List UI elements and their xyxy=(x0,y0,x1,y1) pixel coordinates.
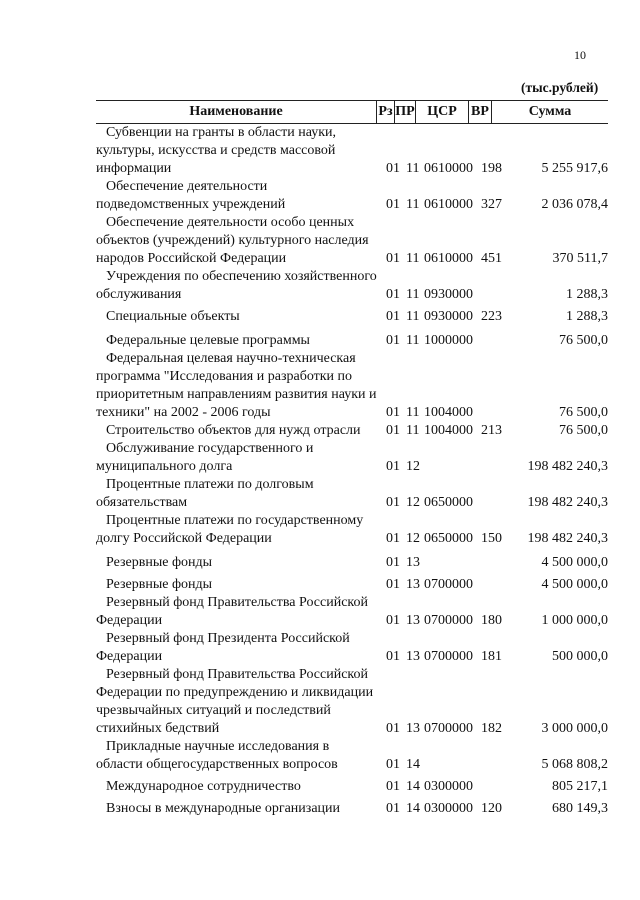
table-row xyxy=(96,268,608,304)
row-rz: 01 xyxy=(386,197,400,212)
row-name: Резервный фонд Правительства Российской Федерации по предупреждению и ликвидации чрезвычайных ситуаций и последствий стихийных бедствий xyxy=(96,667,374,736)
row-codes xyxy=(386,648,505,666)
row-vr: 181 xyxy=(481,649,502,664)
row-codes xyxy=(386,800,505,818)
page-number: 10 xyxy=(574,48,586,62)
table-row xyxy=(96,800,608,818)
table-body xyxy=(96,124,608,818)
row-rz: 01 xyxy=(386,405,400,420)
row-csr: 0700000 xyxy=(424,613,473,628)
table-row xyxy=(96,666,608,738)
row-pr: 13 xyxy=(406,577,420,592)
row-rz: 01 xyxy=(386,495,400,510)
row-name: Взносы в международные организации xyxy=(106,801,341,816)
units-label: (тыс.рублей) xyxy=(521,80,599,95)
row-codes xyxy=(386,458,505,476)
row-sum: 1 000 000,0 xyxy=(541,613,608,628)
table-row xyxy=(96,214,608,268)
row-sum: 4 500 000,0 xyxy=(541,555,608,570)
row-sum: 76 500,0 xyxy=(559,333,608,348)
row-codes xyxy=(386,332,505,350)
row-rz: 01 xyxy=(386,649,400,664)
row-pr: 11 xyxy=(406,405,420,420)
row-pr: 11 xyxy=(406,333,420,348)
row-codes xyxy=(386,720,505,738)
header-name: Наименование xyxy=(189,104,283,119)
table-row xyxy=(96,594,608,630)
row-codes xyxy=(386,530,505,548)
row-pr: 12 xyxy=(406,459,420,474)
row-rz: 01 xyxy=(386,721,400,736)
row-pr: 13 xyxy=(406,613,420,628)
header-sum: Сумма xyxy=(528,104,572,119)
row-rz: 01 xyxy=(386,577,400,592)
row-csr: 0650000 xyxy=(424,495,473,510)
row-csr: 0610000 xyxy=(424,251,473,266)
row-sum: 76 500,0 xyxy=(559,405,608,420)
table-row xyxy=(96,332,608,350)
row-pr: 11 xyxy=(406,309,420,324)
row-sum: 370 511,7 xyxy=(552,251,608,266)
header-pr: ПР xyxy=(395,104,415,119)
table-row xyxy=(96,350,608,422)
row-csr: 1000000 xyxy=(424,333,473,348)
table-row xyxy=(96,778,608,796)
row-vr: 451 xyxy=(481,251,502,266)
row-pr: 12 xyxy=(406,495,420,510)
header-vr: ВР xyxy=(471,104,489,119)
row-rz: 01 xyxy=(386,251,400,266)
row-name: Обеспечение деятельности подведомственных учреждений xyxy=(96,179,286,212)
row-pr: 13 xyxy=(406,555,420,570)
row-codes xyxy=(386,422,505,440)
row-sum: 1 288,3 xyxy=(566,309,608,324)
row-csr: 0700000 xyxy=(424,577,473,592)
row-codes xyxy=(386,778,505,796)
row-sum: 5 255 917,6 xyxy=(541,161,608,176)
row-sum: 198 482 240,3 xyxy=(527,495,608,510)
table-row xyxy=(96,124,608,178)
row-name: Обеспечение деятельности особо ценных объектов (учреждений) культурного наследия народов Российской Федерации xyxy=(96,215,369,266)
row-codes xyxy=(386,756,505,774)
row-name: Процентные платежи по долговым обязательствам xyxy=(96,477,314,510)
row-sum: 500 000,0 xyxy=(552,649,608,664)
row-rz: 01 xyxy=(386,801,400,816)
row-codes xyxy=(386,494,505,512)
row-csr: 0610000 xyxy=(424,161,473,176)
table-header xyxy=(96,100,608,124)
row-codes xyxy=(386,250,505,268)
row-csr: 0300000 xyxy=(424,779,473,794)
row-vr: 327 xyxy=(481,197,502,212)
row-codes xyxy=(386,308,505,326)
row-rz: 01 xyxy=(386,531,400,546)
row-csr: 0300000 xyxy=(424,801,473,816)
row-vr: 180 xyxy=(481,613,502,628)
row-sum: 76 500,0 xyxy=(559,423,608,438)
row-csr: 0650000 xyxy=(424,531,473,546)
row-name: Специальные объекты xyxy=(106,309,240,324)
row-pr: 11 xyxy=(406,161,420,176)
table-row xyxy=(96,308,608,326)
row-vr: 150 xyxy=(481,531,502,546)
row-vr: 120 xyxy=(481,801,502,816)
row-codes xyxy=(386,554,505,572)
budget-table xyxy=(96,100,608,818)
row-name: Прикладные научные исследования в области общегосударственных вопросов xyxy=(96,739,338,772)
row-csr: 0700000 xyxy=(424,649,473,664)
row-rz: 01 xyxy=(386,757,400,772)
row-pr: 11 xyxy=(406,197,420,212)
row-name: Федеральные целевые программы xyxy=(106,333,310,348)
row-codes xyxy=(386,612,505,630)
row-name: Федеральная целевая научно-техническая программа "Исследования и разработки по приоритетным направлениям развития науки и техники" на 2002 - 2006 годы xyxy=(96,351,377,420)
row-csr: 0700000 xyxy=(424,721,473,736)
row-rz: 01 xyxy=(386,309,400,324)
table-row xyxy=(96,476,608,512)
row-vr: 223 xyxy=(481,309,502,324)
row-sum: 3 000 000,0 xyxy=(541,721,608,736)
row-pr: 14 xyxy=(406,801,420,816)
row-name: Учреждения по обеспечению хозяйственного обслуживания xyxy=(96,269,377,302)
table-row xyxy=(96,178,608,214)
row-name: Процентные платежи по государственному долгу Российской Федерации xyxy=(96,513,364,546)
row-pr: 13 xyxy=(406,721,420,736)
row-codes xyxy=(386,160,505,178)
row-csr: 0610000 xyxy=(424,197,473,212)
row-sum: 680 149,3 xyxy=(552,801,608,816)
row-rz: 01 xyxy=(386,779,400,794)
row-rz: 01 xyxy=(386,287,400,302)
row-rz: 01 xyxy=(386,459,400,474)
table-row xyxy=(96,576,608,594)
row-name: Резервный фонд Президента Российской Федерации xyxy=(96,631,350,664)
row-codes xyxy=(386,576,505,594)
table-row xyxy=(96,554,608,572)
row-vr: 182 xyxy=(481,721,502,736)
row-name: Резервные фонды xyxy=(106,577,213,592)
row-csr: 1004000 xyxy=(424,423,473,438)
row-rz: 01 xyxy=(386,555,400,570)
row-sum: 2 036 078,4 xyxy=(541,197,608,212)
row-sum: 1 288,3 xyxy=(566,287,608,302)
row-pr: 11 xyxy=(406,287,420,302)
row-name: Строительство объектов для нужд отрасли xyxy=(106,423,361,438)
header-rz: Рз xyxy=(378,104,393,119)
row-vr: 213 xyxy=(481,423,502,438)
row-csr: 0930000 xyxy=(424,287,473,302)
table-row xyxy=(96,440,608,476)
row-codes xyxy=(386,404,505,422)
row-codes xyxy=(386,286,505,304)
row-pr: 13 xyxy=(406,649,420,664)
table-row xyxy=(96,738,608,774)
header-csr: ЦСР xyxy=(427,104,457,119)
row-name: Обслуживание государственного и муниципального долга xyxy=(96,441,314,474)
row-pr: 14 xyxy=(406,757,420,772)
row-sum: 198 482 240,3 xyxy=(527,459,608,474)
row-name: Резервный фонд Правительства Российской Федерации xyxy=(96,595,369,628)
row-name: Субвенции на гранты в области науки, культуры, искусства и средств массовой информации xyxy=(96,125,337,176)
row-sum: 5 068 808,2 xyxy=(541,757,608,772)
row-sum: 198 482 240,3 xyxy=(527,531,608,546)
row-sum: 805 217,1 xyxy=(552,779,608,794)
row-name: Международное сотрудничество xyxy=(106,779,301,794)
row-sum: 4 500 000,0 xyxy=(541,577,608,592)
row-rz: 01 xyxy=(386,613,400,628)
row-pr: 11 xyxy=(406,251,420,266)
table-row xyxy=(96,422,608,440)
row-rz: 01 xyxy=(386,161,400,176)
row-rz: 01 xyxy=(386,423,400,438)
row-pr: 11 xyxy=(406,423,420,438)
table-row xyxy=(96,630,608,666)
row-csr: 1004000 xyxy=(424,405,473,420)
table-row xyxy=(96,512,608,548)
row-csr: 0930000 xyxy=(424,309,473,324)
row-name: Резервные фонды xyxy=(106,555,213,570)
row-rz: 01 xyxy=(386,333,400,348)
row-vr: 198 xyxy=(481,161,502,176)
row-codes xyxy=(386,196,505,214)
row-pr: 14 xyxy=(406,779,420,794)
row-pr: 12 xyxy=(406,531,420,546)
